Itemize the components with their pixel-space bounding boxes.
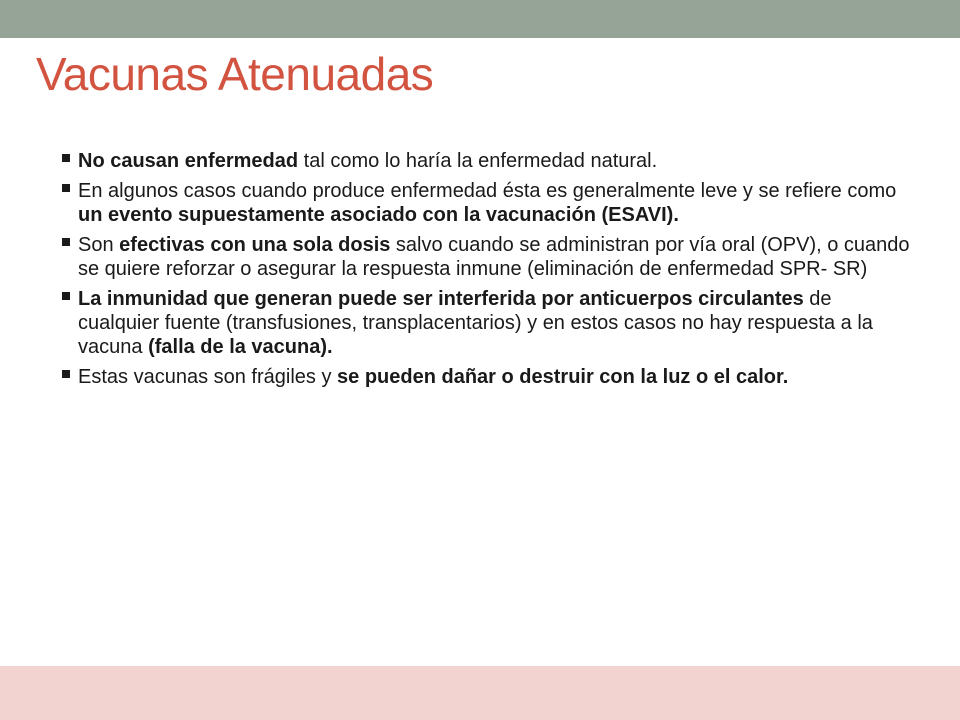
bullet-item xyxy=(62,287,912,359)
bullet-text-bold: se pueden dañar o destruir con la luz o el calor. xyxy=(337,366,789,388)
bullet-item xyxy=(62,365,912,389)
square-bullet-icon xyxy=(62,184,70,192)
bullet-item xyxy=(62,233,912,281)
bottom-accent-bar xyxy=(0,666,960,720)
bullet-text: Estas vacunas son frágiles y xyxy=(78,366,338,388)
top-accent-bar xyxy=(0,0,960,38)
bullet-text: Son xyxy=(78,234,120,256)
bullet-text-bold: No causan enfermedad xyxy=(78,150,299,172)
bullet-text-bold: efectivas con una sola dosis xyxy=(119,234,391,256)
square-bullet-icon xyxy=(62,292,70,300)
bullet-text-bold: La inmunidad que generan puede ser interferida por anticuerpos circulantes xyxy=(78,288,804,310)
bullet-text: tal como lo haría la enfermedad natural. xyxy=(298,150,658,172)
bullet-item xyxy=(62,149,912,173)
slide-title: Vacunas Atenuadas xyxy=(36,48,434,100)
bullet-text-bold: (falla de la vacuna). xyxy=(148,336,333,358)
bullet-text: En algunos casos cuando produce enfermedad ésta es generalmente leve y se refiere como xyxy=(78,180,897,202)
square-bullet-icon xyxy=(62,370,70,378)
square-bullet-icon xyxy=(62,238,70,246)
bullet-text-bold: un evento supuestamente asociado con la vacunación (ESAVI). xyxy=(78,204,679,226)
bullet-text: salvo cuando se administran por vía oral (OPV), o cuando se quiere reforzar o asegurar la respuesta inmune (eliminación de enfermedad SPR- SR) xyxy=(78,234,910,280)
bullet-list xyxy=(62,149,912,395)
square-bullet-icon xyxy=(62,154,70,162)
bullet-item xyxy=(62,179,912,227)
bullet-text: de cualquier fuente (transfusiones, transplacentarios) y en estos casos no hay respuesta a la vacuna xyxy=(78,288,873,358)
